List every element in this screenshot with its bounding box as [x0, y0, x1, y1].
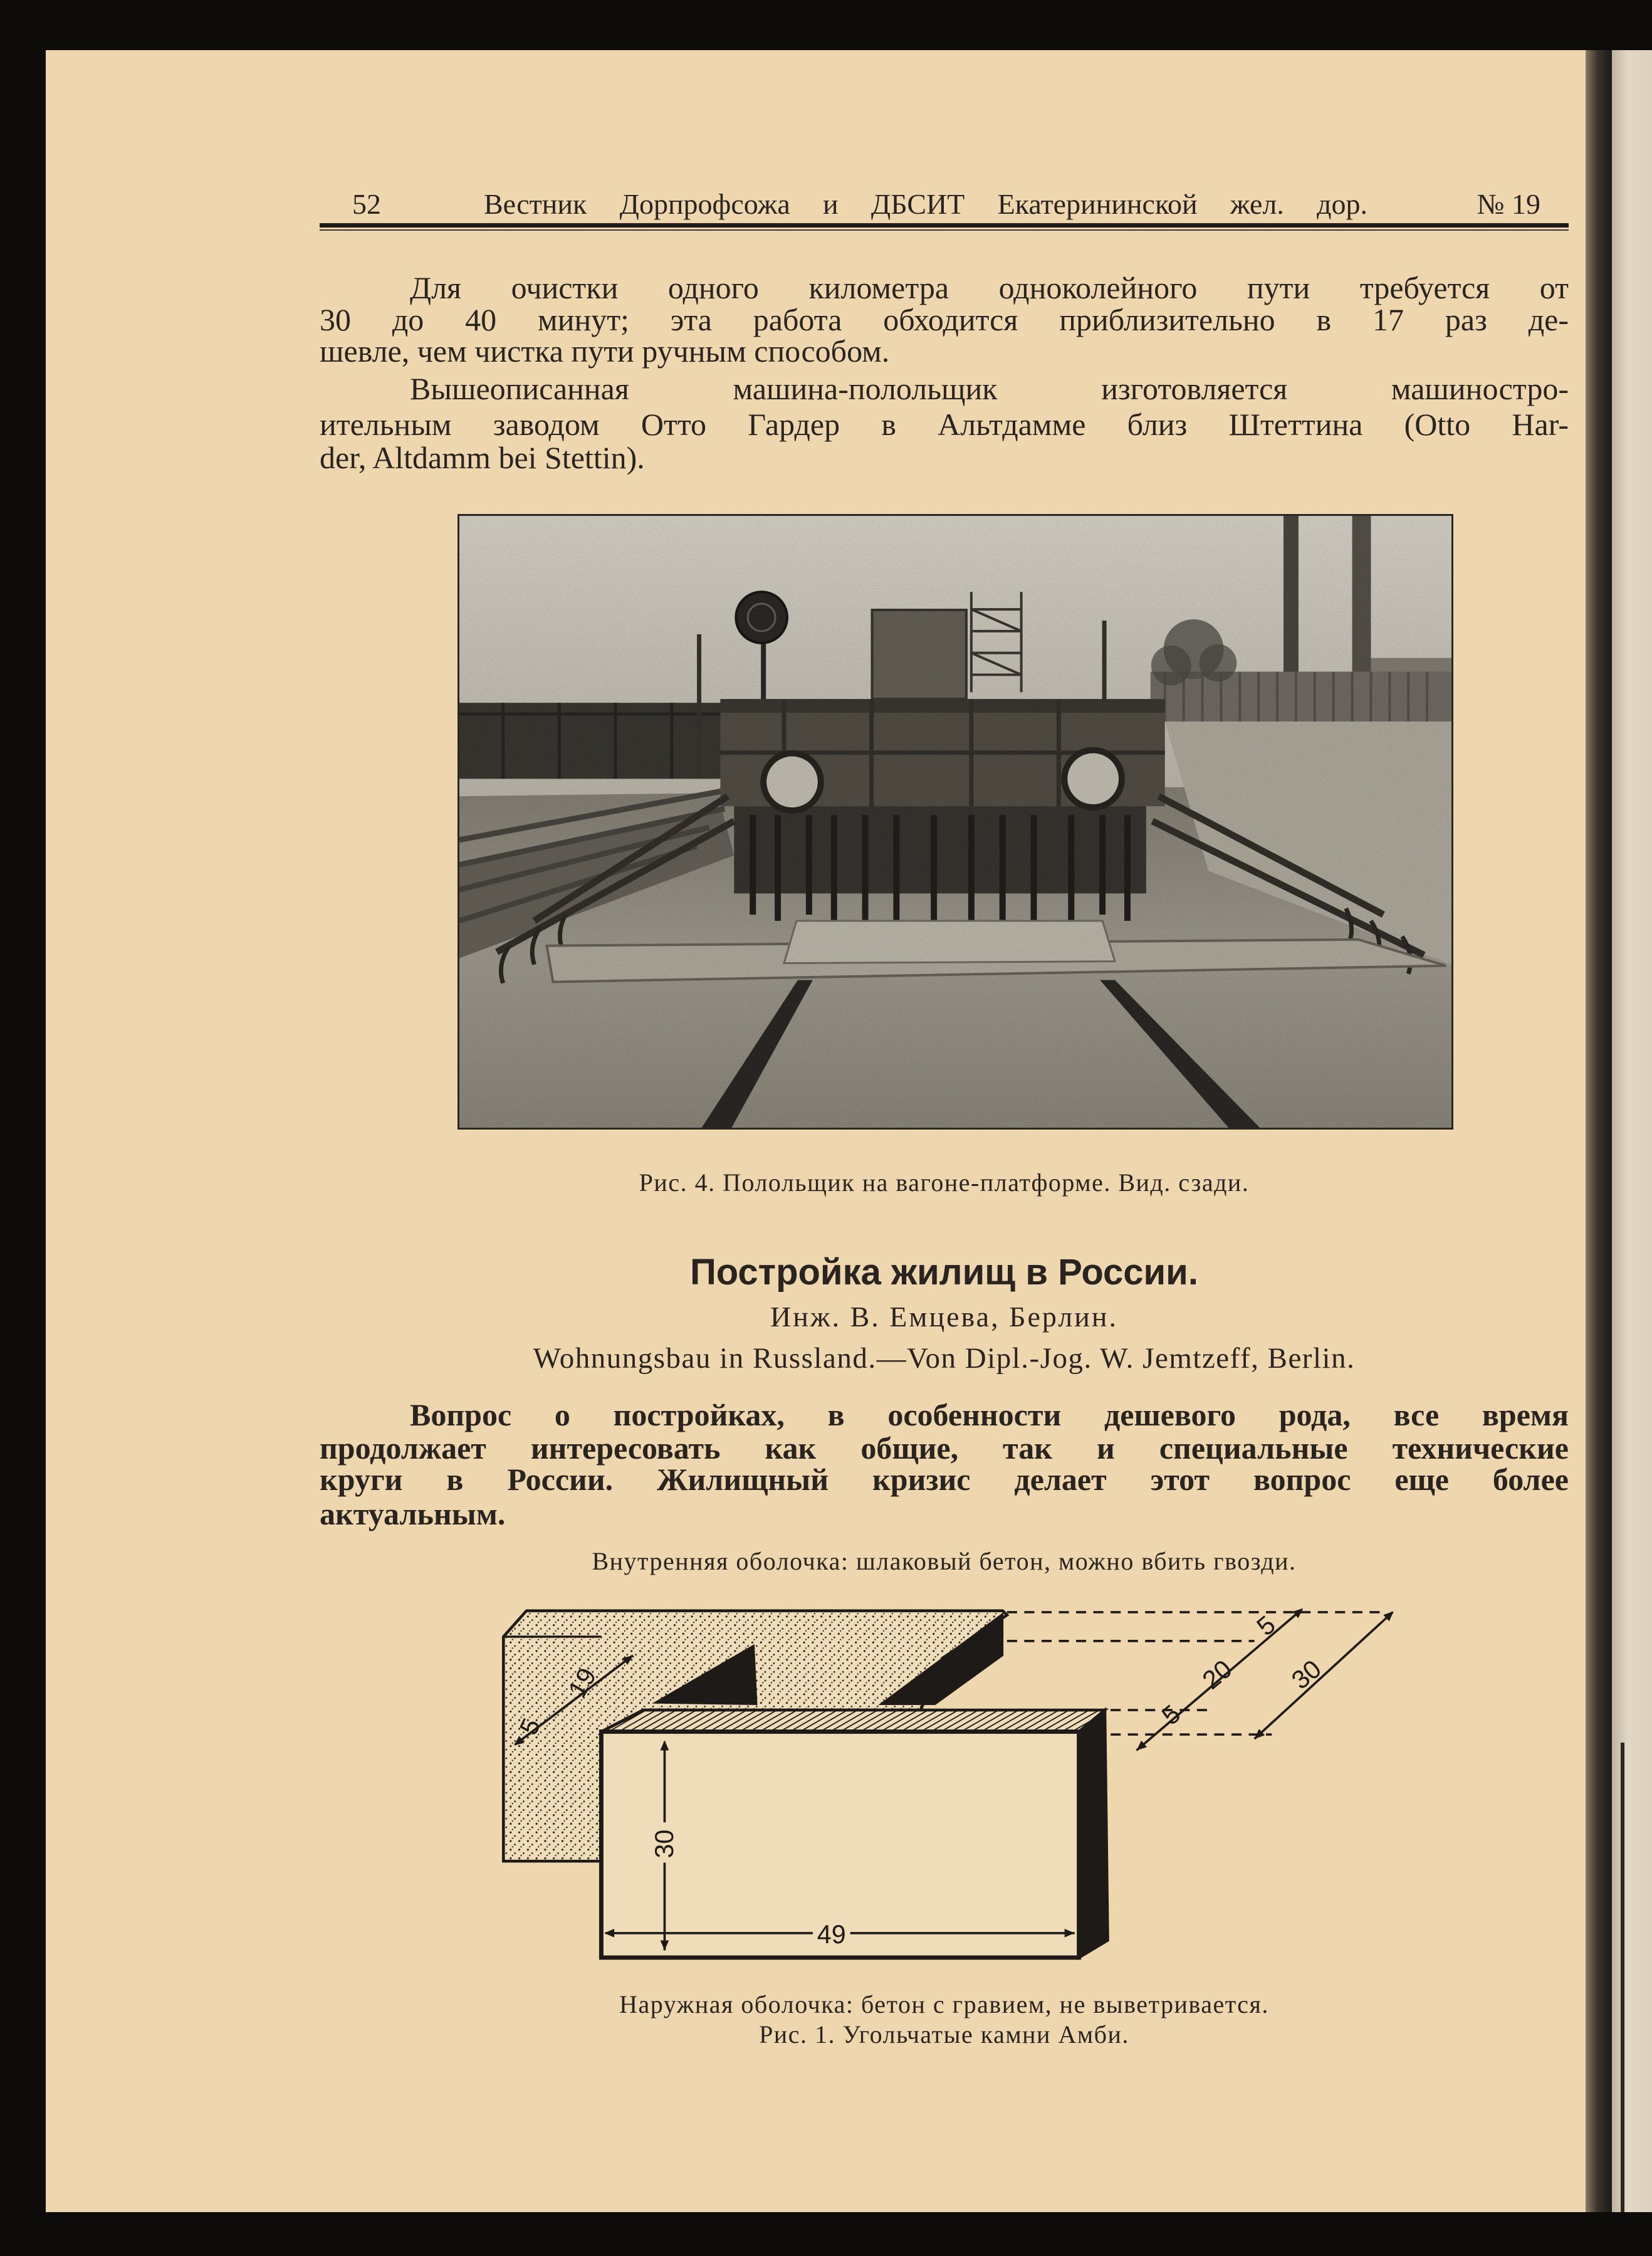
left-train-cars [459, 703, 728, 779]
joint-layer [601, 1710, 1105, 1731]
dimension-label: 20 [1196, 1654, 1238, 1695]
fence [1151, 671, 1451, 721]
figure-caption-bottom: Наружная оболочка: бетон с гравием, не выветривается. [619, 1990, 1269, 2018]
article-subtitle-german: Wohnungsbau in Russland.—Von Dipl.-Jog. W. Jemtzeff, Berlin. [533, 1342, 1356, 1375]
journal-title: Вестник Дорпрофсожа и ДБСИТ Екатерининской жел. дор. [484, 188, 1367, 220]
dimension-label: 30 [650, 1829, 679, 1859]
photo-caption: Рис. 4. Полольщик на вагоне-платформе. Вид. сзади. [639, 1168, 1250, 1197]
binding-gutter-shadow [1586, 50, 1612, 2212]
center-plank [784, 921, 1115, 963]
dimension-label: 19 [562, 1662, 602, 1702]
adjacent-page-edge [1612, 50, 1652, 2212]
article-line: Вопрос о постройках, в особенности дешевого рода, все время [410, 1398, 1569, 1432]
dimension-label: 5 [514, 1714, 546, 1739]
outer-shell-side [1079, 1710, 1108, 1958]
dimension-label: 5 [1251, 1610, 1281, 1642]
adjacent-page-shadow-line [1621, 1743, 1624, 2212]
ambi-corner-stone-diagram [489, 1598, 1410, 1968]
undercarriage [734, 806, 1146, 893]
header-rule-thin [320, 229, 1569, 231]
article-author: Инж. В. Емцева, Берлин. [770, 1301, 1118, 1333]
issue-number: № 19 [1477, 188, 1540, 220]
figure-caption-top: Внутренняя оболочка: шлаковый бетон, можно вбить гвозди. [592, 1547, 1297, 1575]
page-number: 52 [352, 188, 381, 220]
stone-body [503, 1611, 1107, 1958]
dimension-label: 30 [1286, 1654, 1327, 1695]
article-line: круги в России. Жилищный кризис делает этот вопрос еще более [320, 1462, 1569, 1497]
paragraph1-line: 30 до 40 минут; эта работа обходится приблизительно в 17 раз де- [320, 303, 1569, 337]
article-title: Постройка жилищ в России. [690, 1252, 1198, 1293]
ambi-corner-stone-drawing [489, 1598, 1410, 1968]
article-line: продолжает интересовать как общие, так и специальные технические [320, 1431, 1569, 1466]
weeder-machine-photo [457, 514, 1453, 1130]
paragraph2-line: ительным заводом Отто Гардер в Альтдамме близ Штеттина (Otto Har- [320, 407, 1569, 442]
chimney [1283, 516, 1299, 679]
article-line: актуальным. [320, 1497, 506, 1531]
paragraph2-line: der, Altdamm bei Stettin). [320, 441, 645, 475]
paragraph1-line: шевле, чем чистка пути ручным способом. [320, 334, 890, 369]
dimension-label: 49 [817, 1919, 846, 1949]
header-rule [320, 223, 1569, 228]
photo-scene [459, 516, 1451, 1128]
buffer [1064, 750, 1122, 807]
wagon-cab [872, 610, 966, 699]
buffer [763, 753, 821, 811]
chimney [1352, 516, 1371, 671]
paragraph1-line: Для очистки одного километра одноколейного пути требуется от [410, 271, 1569, 305]
paragraph2-line: Вышеописанная машина-полольщик изготовляется машиностро- [410, 372, 1569, 406]
weeder-machine-photo-image [459, 516, 1451, 1128]
dimension-label: 5 [1156, 1699, 1186, 1731]
figure-caption-title: Рис. 1. Угольчатые камни Амби. [759, 2020, 1129, 2049]
